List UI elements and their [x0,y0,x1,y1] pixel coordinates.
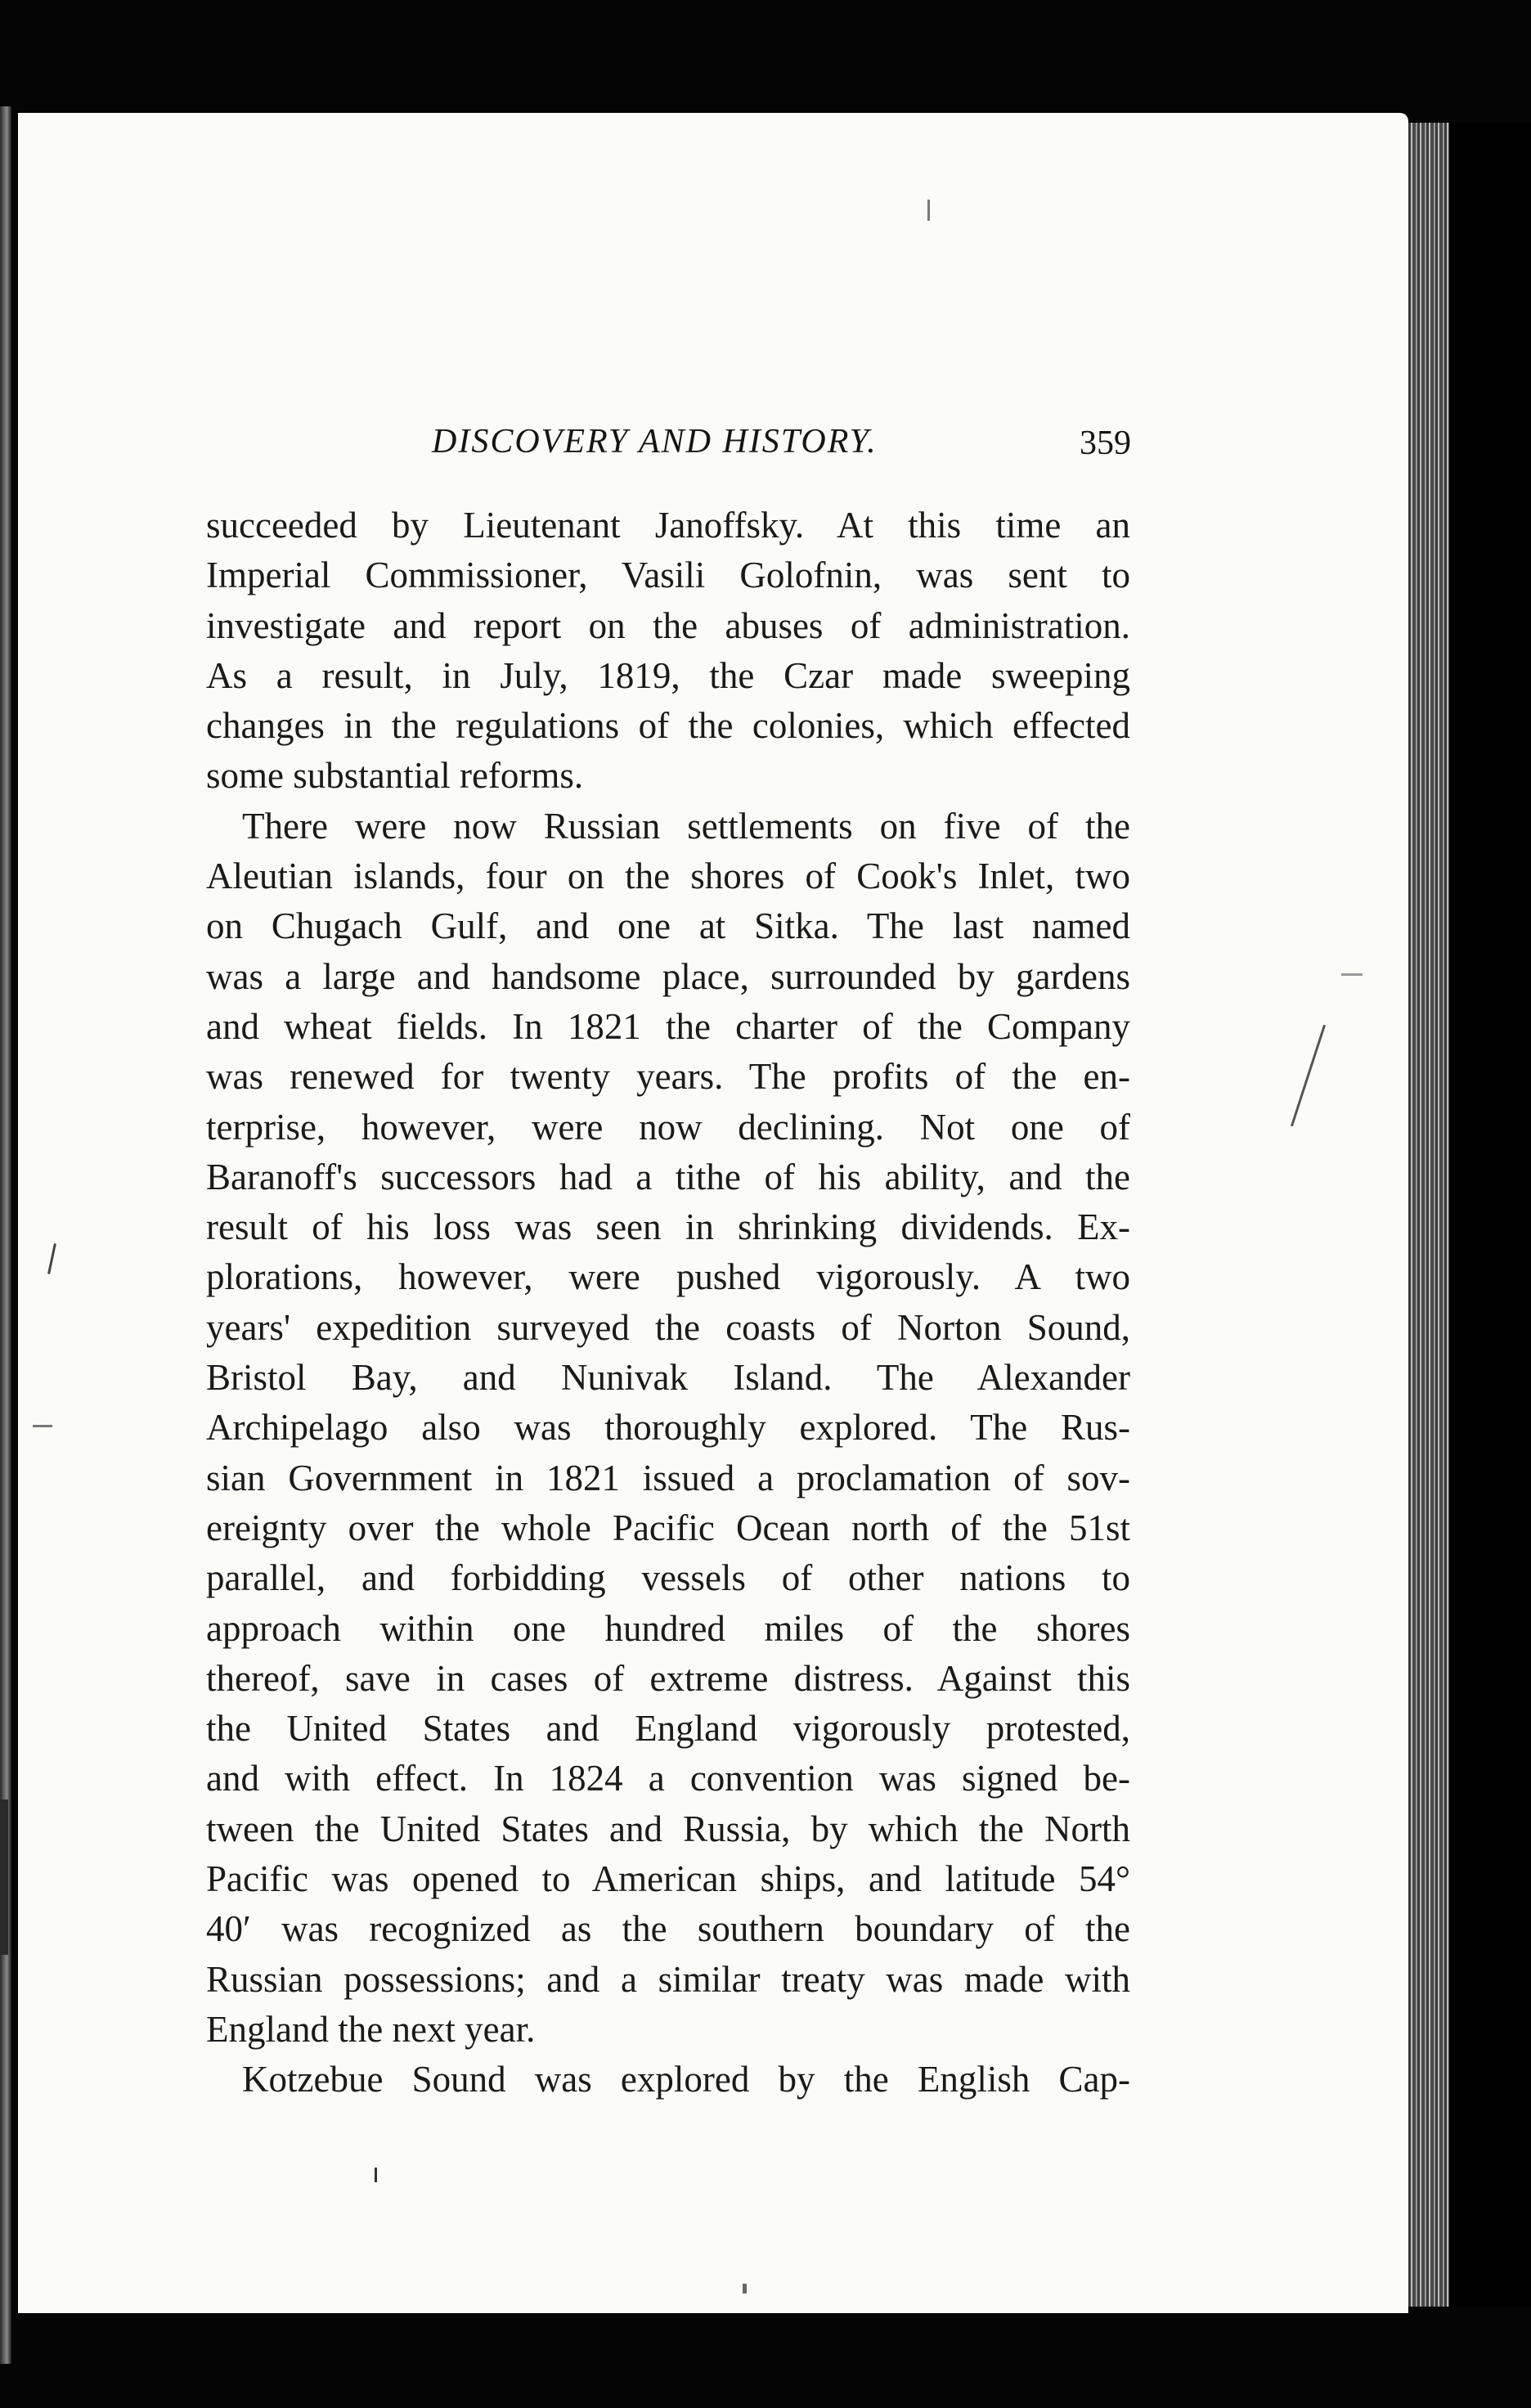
scan-mark [33,1425,52,1427]
binding-shadow [1449,123,1531,2307]
text-line: was a large and handsome place, surrounded by gardens [206,955,1130,997]
text-line: As a result, in July, 1819, the Czar made sweeping [206,654,1130,696]
text-line: Archipelago also was thoroughly explored. The Rus- [206,1407,1130,1449]
text-line: years' expedition surveyed the coasts of Norton Sound, [206,1306,1130,1348]
text-line: Bristol Bay, and Nunivak Island. The Alexander [206,1357,1130,1399]
paragraph-start-line: There were now Russian settlements on five of the [242,805,1130,847]
text-line: sian Government in 1821 issued a proclamation of sov- [206,1457,1130,1498]
scan-mark [927,200,930,221]
text-line: plorations, however, were pushed vigorously. A two [206,1256,1130,1298]
text-line: approach within one hundred miles of the shores [206,1607,1130,1649]
scan-mark [743,2284,747,2293]
text-line: parallel, and forbidding vessels of other nations to [206,1557,1130,1599]
text-line: Aleutian islands, four on the shores of Cook's Inlet, two [206,856,1130,897]
text-line: Imperial Commissioner, Vasili Golofnin, was sent to [206,555,1130,596]
text-line: succeeded by Lieutenant Janoffsky. At this time an [206,505,1130,546]
body-text [206,501,1130,2105]
page-block-edges [1408,123,1449,2307]
text-line: tween the United States and Russia, by which the North [206,1808,1130,1849]
text-line: on Chugach Gulf, and one at Sitka. The last named [206,905,1130,947]
scan-mark [0,1799,8,1955]
text-line: investigate and report on the abuses of administration. [206,604,1130,646]
running-head: DISCOVERY AND HISTORY. [432,423,878,460]
previous-page-edge [0,106,11,2364]
text-line: 40′ was recognized as the southern boundary of the [206,1908,1130,1950]
text-line: thereof, save in cases of extreme distress. Against this [206,1657,1130,1699]
text-line: terprise, however, were now declining. Not one of [206,1106,1130,1148]
text-line: result of his loss was seen in shrinking dividends. Ex- [206,1206,1130,1248]
text-line: some substantial reforms. [206,755,584,797]
text-line: ereignty over the whole Pacific Ocean north of the 51st [206,1507,1130,1548]
scan-mark [375,2168,377,2182]
text-line: Russian possessions; and a similar treaty was made with [206,1958,1130,2000]
text-line: England the next year. [206,2008,536,2050]
text-line: Pacific was opened to American ships, and latitude 54° [206,1858,1130,1900]
page-number: 359 [1080,425,1131,462]
text-line: changes in the regulations of the colonies, which effected [206,705,1130,747]
text-line: the United States and England vigorously protested, [206,1708,1130,1750]
text-line: was renewed for twenty years. The profits of the en- [206,1056,1130,1098]
text-line: and with effect. In 1824 a convention was signed be- [206,1758,1130,1799]
text-line: Baranoff's successors had a tithe of his ability, and the [206,1156,1130,1197]
paragraph-start-line: Kotzebue Sound was explored by the English Cap- [242,2059,1130,2100]
text-line: and wheat fields. In 1821 the charter of the Company [206,1005,1130,1047]
scan-mark [1341,973,1363,976]
